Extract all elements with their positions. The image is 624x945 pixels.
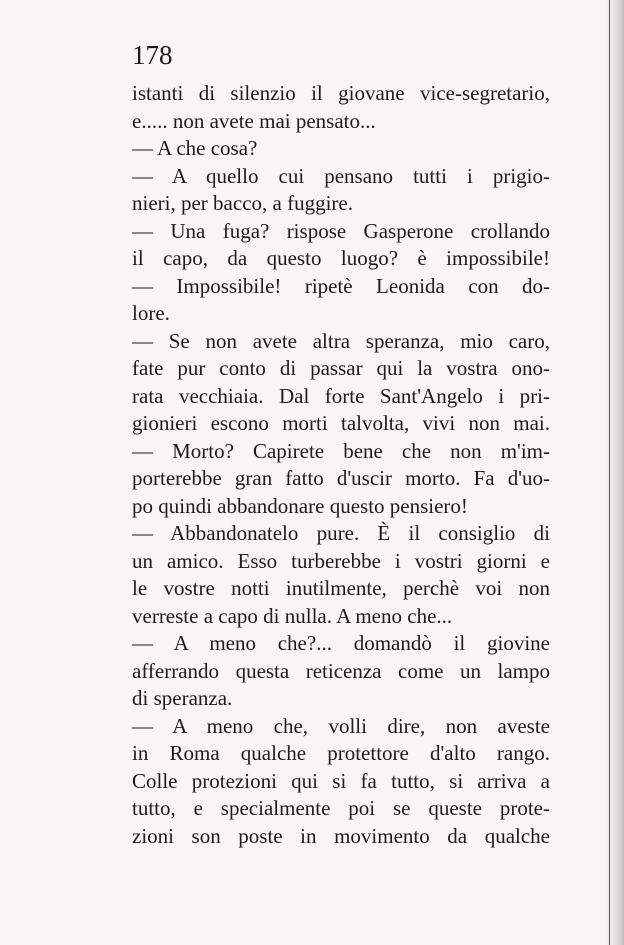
text-line: — A che cosa? xyxy=(132,136,258,160)
text-line: rata vecchiaia. Dal forte Sant'Angelo i pri- xyxy=(132,383,550,408)
text-line: Colle protezioni qui si fa tutto, si arriva a xyxy=(132,768,550,793)
text-line: porterebbe gran fatto d'uscir morto. Fa d'uo- xyxy=(132,466,550,490)
text-line: tutto, e specialmente poi se queste prote- xyxy=(132,796,550,820)
text-line: — Morto? Capirete bene che non m'im- xyxy=(132,438,550,463)
text-line: afferrando questa reticenza come un lampo xyxy=(132,658,550,683)
page-number: 178 xyxy=(132,40,173,70)
text-line: — Abbandonatelo pure. È il consiglio di xyxy=(132,521,550,545)
text-line: — Una fuga? rispose Gasperone crollando xyxy=(132,218,550,243)
text-line: gionieri escono morti talvolta, vivi non mai. xyxy=(132,411,550,435)
text-line: un amico. Esso turberebbe i vostri giorni e xyxy=(132,548,550,573)
text-line: lore. xyxy=(132,301,170,325)
text-line: le vostre notti inutilmente, perchè voi non xyxy=(132,576,550,600)
body-text xyxy=(132,80,550,850)
text-line: il capo, da questo luogo? è impossibile! xyxy=(132,246,550,270)
text-line: verreste a capo di nulla. A meno che... xyxy=(132,603,453,628)
text-line: — A meno che?... domandò il giovine xyxy=(132,631,550,655)
text-line: in Roma qualche protettore d'alto rango. xyxy=(132,741,550,765)
text-line: — A meno che, volli dire, non aveste xyxy=(132,713,550,738)
page-edge-line xyxy=(609,0,611,945)
text-line: zioni son poste in movimento da qualche xyxy=(132,823,550,848)
text-line: — A quello cui pensano tutti i prigio- xyxy=(132,163,550,188)
text-line: nieri, per bacco, a fuggire. xyxy=(132,191,353,215)
text-line: — Impossibile! ripetè Leonida con do- xyxy=(132,273,550,298)
text-line: e..... non avete mai pensato... xyxy=(132,108,376,133)
spine-shadow xyxy=(602,0,624,945)
text-line: di speranza. xyxy=(132,686,233,710)
text-line: — Se non avete altra speranza, mio caro, xyxy=(132,328,550,353)
text-line: fate pur conto di passar qui la vostra ono- xyxy=(132,356,550,380)
text-line: istanti di silenzio il giovane vice-segretario, xyxy=(132,81,550,105)
text-line: po quindi abbandonare questo pensiero! xyxy=(132,493,468,518)
